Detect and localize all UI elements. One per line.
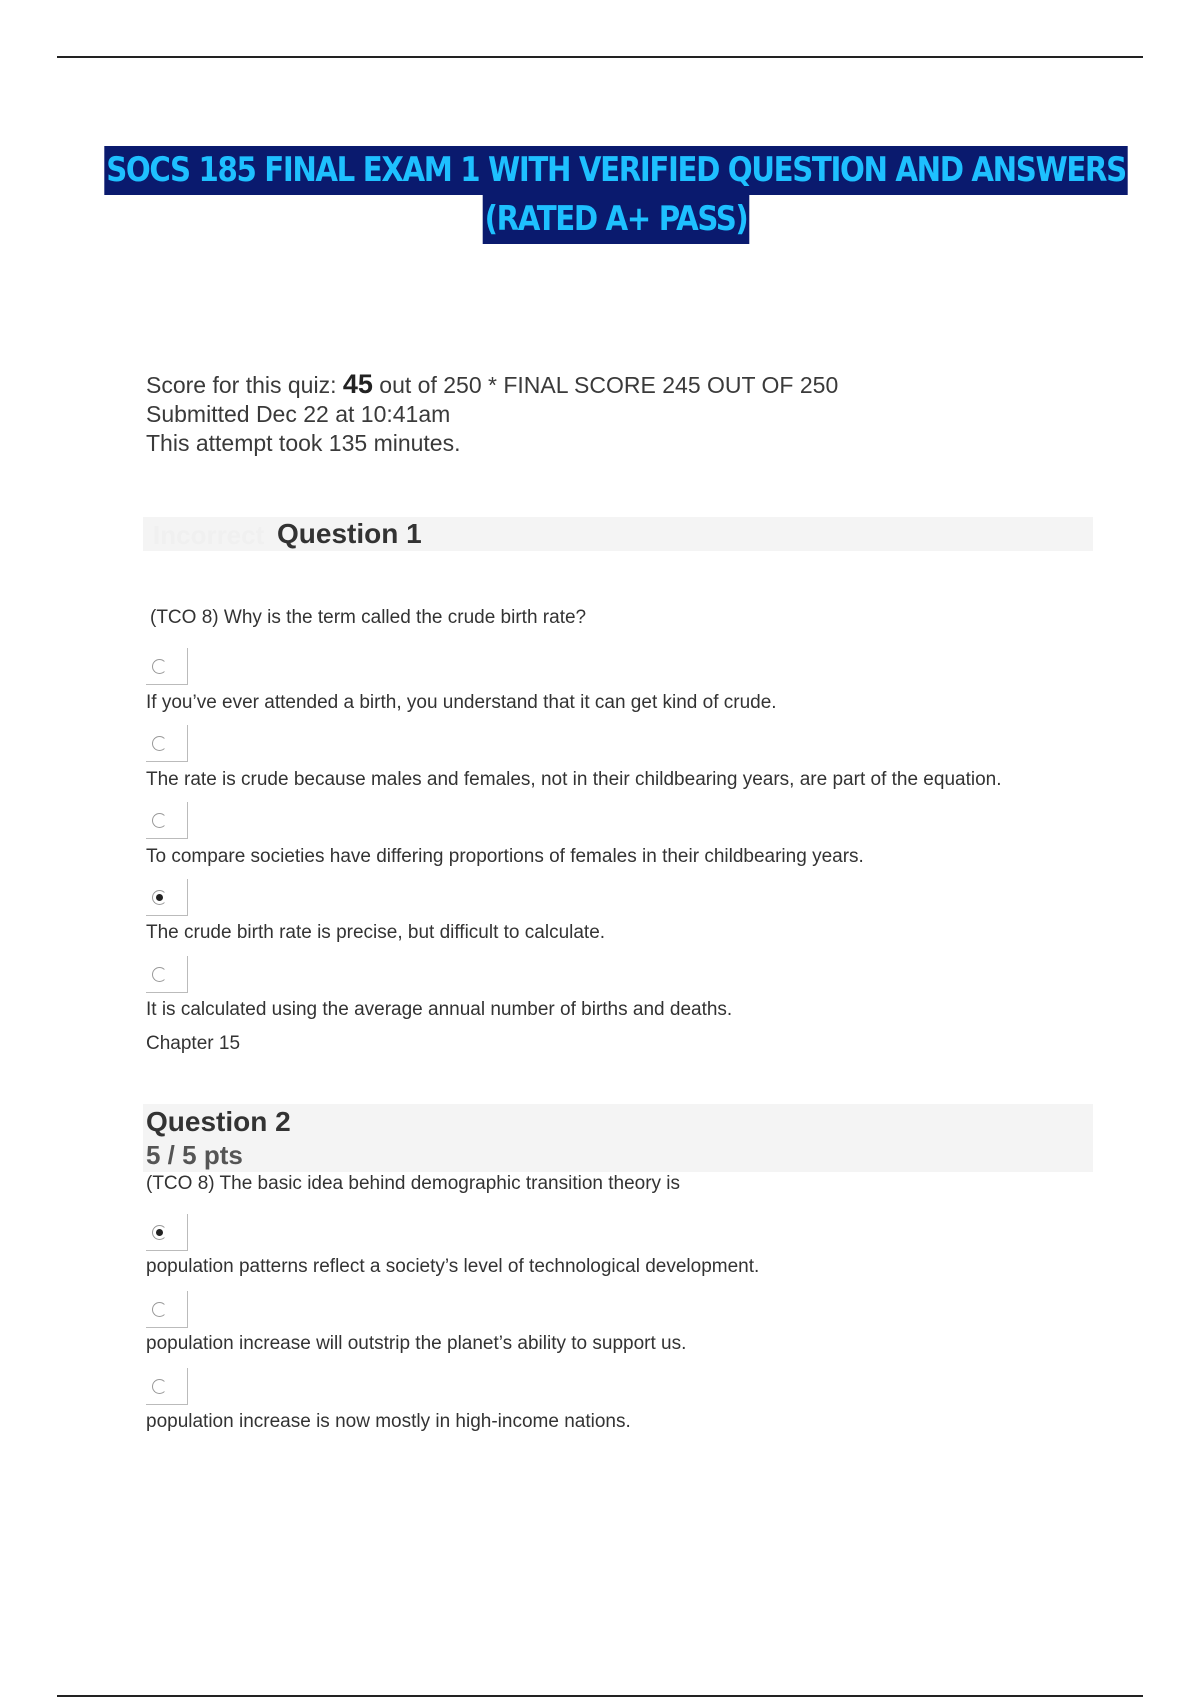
q1-option-5-radio[interactable] [152, 967, 167, 982]
question-1-note: Chapter 15 [146, 1033, 241, 1054]
document-title [86, 146, 1146, 244]
attempt-duration: This attempt took 135 minutes. [146, 430, 461, 456]
top-rule [57, 56, 1143, 58]
q1-option-2-radio[interactable] [152, 736, 167, 751]
title-line-2: (RATED A+ PASS) [483, 195, 749, 244]
score-line [146, 370, 838, 400]
q1-option-2-label[interactable]: The rate is crude because males and females, not in their childbearing years, are part of the equation. [146, 769, 1002, 790]
question-1-header [143, 517, 1093, 551]
q2-option-2-radio[interactable] [152, 1302, 167, 1317]
score-prefix: Score for this quiz: [146, 372, 343, 398]
score-suffix: out of 250 * FINAL SCORE 245 OUT OF 250 [372, 372, 839, 398]
q1-option-4-radio-selected[interactable] [152, 890, 167, 905]
question-2-text: (TCO 8) The basic idea behind demographic transition theory is [146, 1173, 681, 1194]
q2-option-2-box[interactable] [146, 1291, 188, 1328]
q2-option-2-label[interactable]: population increase will outstrip the planet’s ability to support us. [146, 1333, 687, 1354]
question-2-header [143, 1104, 1093, 1172]
q1-option-5-label[interactable]: It is calculated using the average annual number of births and deaths. [146, 999, 733, 1020]
q1-option-3-label[interactable]: To compare societies have differing proportions of females in their childbearing years. [146, 846, 864, 867]
q2-option-1-box[interactable] [146, 1214, 188, 1251]
title-line-1: SOCS 185 FINAL EXAM 1 WITH VERIFIED QUESTION AND ANSWERS [105, 146, 1128, 195]
q2-option-3-radio[interactable] [152, 1379, 167, 1394]
q1-option-4-box[interactable] [146, 879, 188, 916]
question-2-points: 5 / 5 pts [146, 1140, 243, 1170]
quiz-summary [146, 370, 838, 458]
question-1-status: Incorrect [153, 520, 265, 550]
q2-option-3-box[interactable] [146, 1368, 188, 1405]
q1-option-4-label[interactable]: The crude birth rate is precise, but difficult to calculate. [146, 922, 606, 943]
q2-option-1-label[interactable]: population patterns reflect a society’s level of technological development. [146, 1256, 760, 1277]
submitted-text: Submitted Dec 22 at 10:41am [146, 401, 451, 427]
q1-option-1-radio[interactable] [152, 659, 167, 674]
q1-option-3-box[interactable] [146, 802, 188, 839]
q2-option-3-label[interactable]: population increase is now mostly in high-income nations. [146, 1411, 631, 1432]
q1-option-5-box[interactable] [146, 956, 188, 993]
q1-option-1-box[interactable] [146, 648, 188, 685]
q1-option-2-box[interactable] [146, 725, 188, 762]
question-1-title: Question 1 [277, 518, 422, 549]
q2-option-1-radio-selected[interactable] [152, 1225, 167, 1240]
question-2-title: Question 2 [146, 1106, 291, 1137]
question-1-text: (TCO 8) Why is the term called the crude birth rate? [150, 607, 587, 628]
q1-option-3-radio[interactable] [152, 813, 167, 828]
q1-option-1-label[interactable]: If you’ve ever attended a birth, you understand that it can get kind of crude. [146, 692, 777, 713]
score-value: 45 [342, 369, 373, 399]
bottom-rule [57, 1695, 1143, 1697]
